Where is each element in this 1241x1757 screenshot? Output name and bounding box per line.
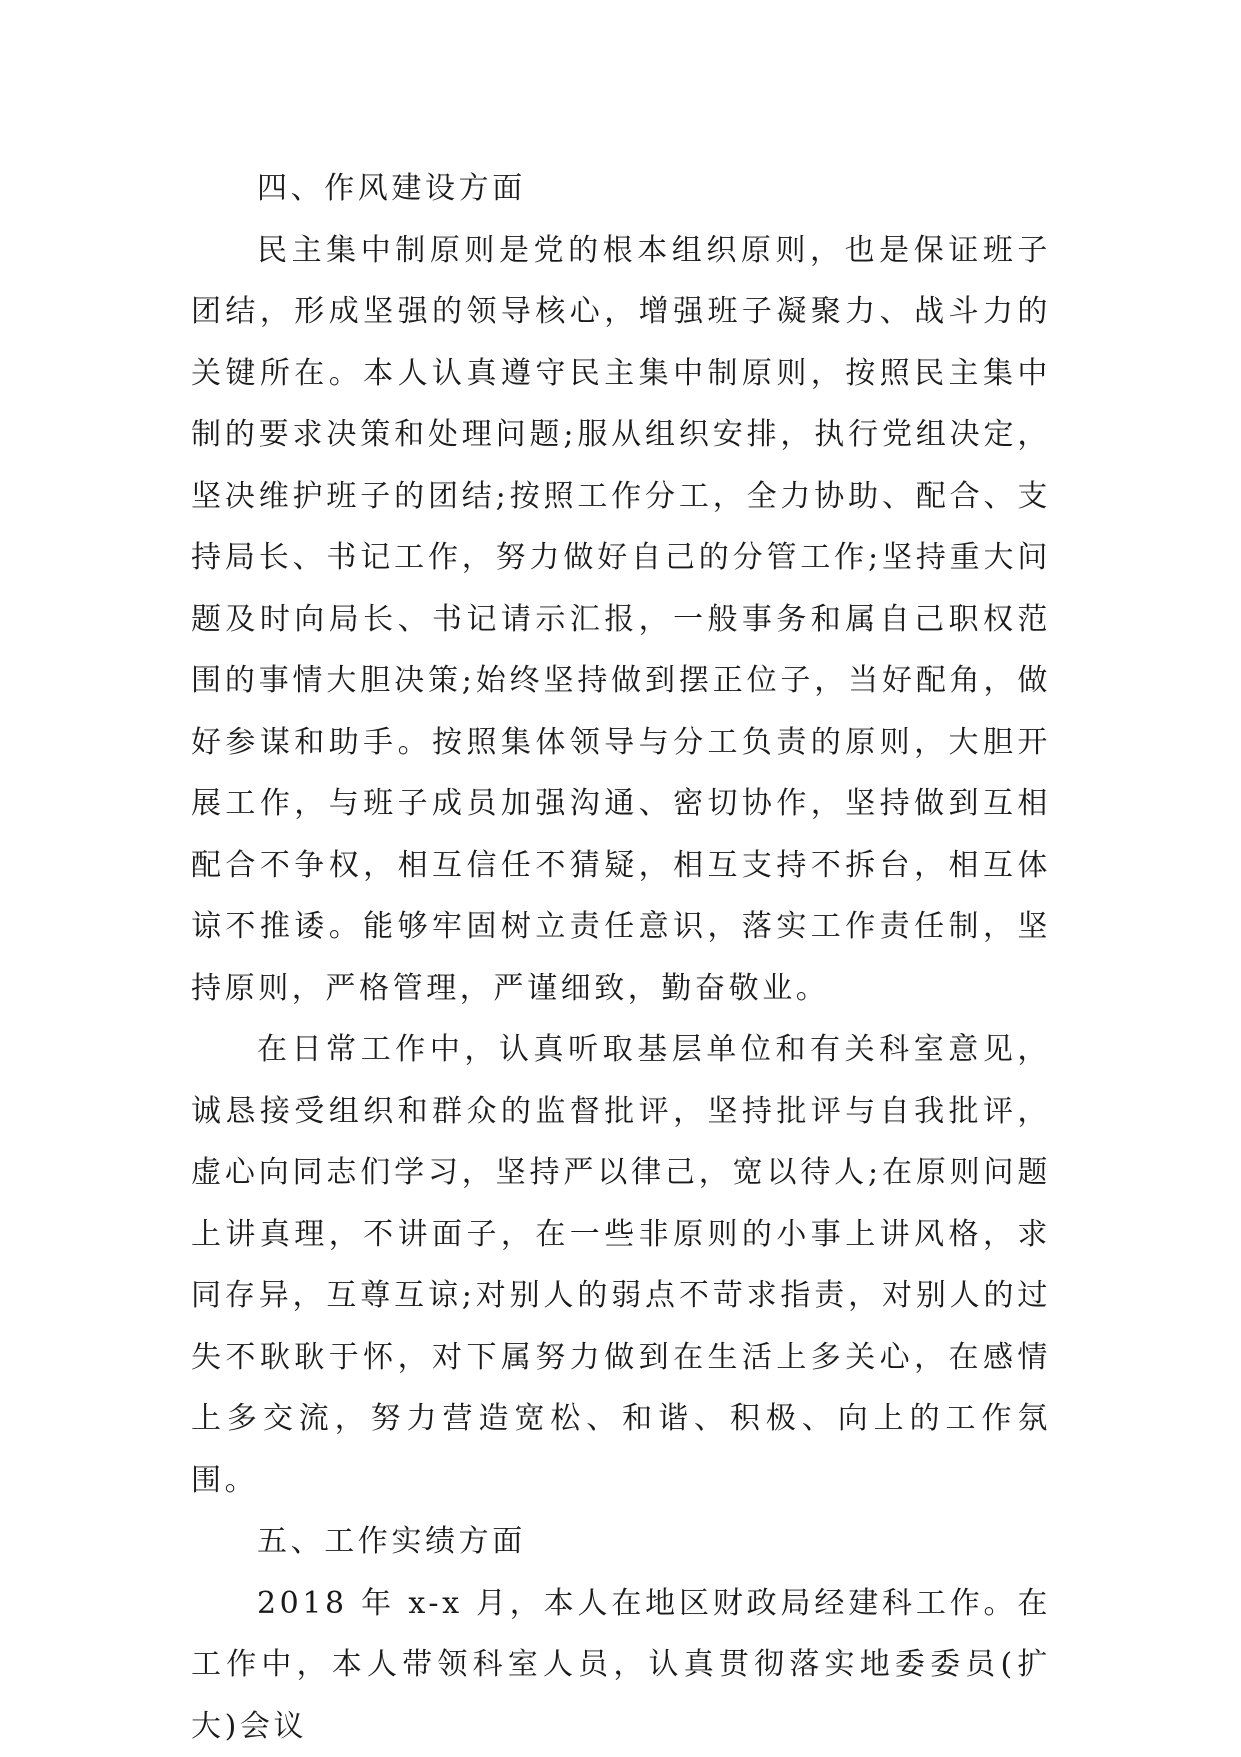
paragraph-democratic-centralism: 民主集中制原则是党的根本组织原则，也是保证班子团结，形成坚强的领导核心，增强班子凝聚力、战斗力的关键所在。本人认真遵守民主集中制原则，按照民主集中制的要求决策和处理问题;服从组织安排，执行党组决定，坚决维护班子的团结;按照工作分工，全力协助、配合、支持局长、书记工作，努力做好自己的分管工作;坚持重大问题及时向局长、书记请示汇报，一般事务和属自己职权范围的事情大胆决策;始终坚持做到摆正位子，当好配角，做好参谋和助手。按照集体领导与分工负责的原则，大胆开展工作，与班子成员加强沟通、密切协作，坚持做到互相配合不争权，相互信任不猜疑，相互支持不拆台，相互体谅不推诿。能够牢固树立责任意识，落实工作责任制，坚持原则，严格管理，严谨细致，勤奋敬业。: [191, 220, 1051, 1020]
document-body: [191, 158, 1051, 1757]
section-heading-5: 五、工作实绩方面: [191, 1511, 1051, 1573]
section-heading-4: 四、作风建设方面: [191, 158, 1051, 220]
paragraph-work-performance: 2018 年 x-x 月，本人在地区财政局经建科工作。在工作中，本人带领科室人员，认真贯彻落实地委委员(扩大)会议: [191, 1573, 1051, 1757]
paragraph-daily-work: 在日常工作中，认真听取基层单位和有关科室意见，诚恳接受组织和群众的监督批评，坚持批评与自我批评，虚心向同志们学习，坚持严以律己，宽以待人;在原则问题上讲真理，不讲面子，在一些非原则的小事上讲风格，求同存异，互尊互谅;对别人的弱点不苛求指责，对别人的过失不耿耿于怀，对下属努力做到在生活上多关心，在感情上多交流，努力营造宽松、和谐、积极、向上的工作氛围。: [191, 1019, 1051, 1511]
